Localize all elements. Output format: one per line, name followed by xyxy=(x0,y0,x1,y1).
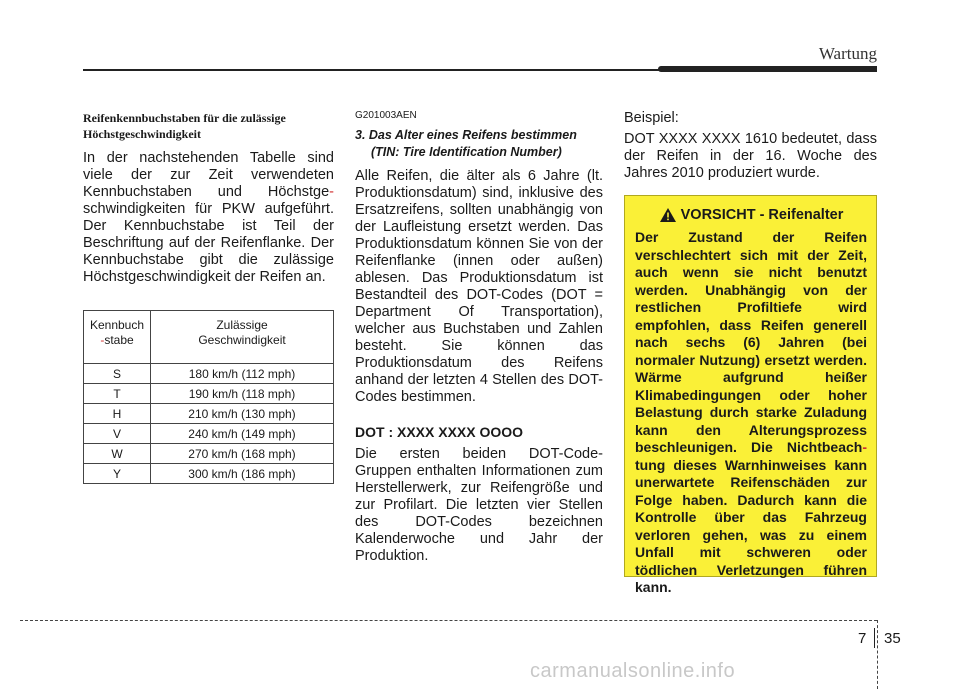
table-row xyxy=(84,384,334,404)
rating-code: S xyxy=(84,364,151,384)
footer-rule xyxy=(20,620,877,621)
tire-age-heading-line2: (TIN: Tire Identification Number) xyxy=(371,145,562,159)
warning-triangle-icon xyxy=(659,207,677,223)
tire-age-heading xyxy=(355,127,603,161)
header-speed-line2: Geschwindigkeit xyxy=(198,333,286,347)
caution-soft-hyphen: - xyxy=(862,439,867,455)
paragraph-part-a: In der nachstehenden Tabelle sind viele der zur Zeit verwendeten Kennbuchstaben und Höchstge xyxy=(83,150,334,200)
table-header-speed xyxy=(151,311,334,356)
soft-hyphen: - xyxy=(329,184,334,200)
table-row xyxy=(84,364,334,384)
rating-code: H xyxy=(84,404,151,424)
speed-rating-subhead: Reifenkennbuchstaben für die zulässige Höchstgeschwindigkeit xyxy=(83,111,286,141)
caution-text-part-b: tung dieses Warnhinweises kann unerwartete Reifenschäden zur Folge haben. Dadurch kann die Kontrolle über das Fahrzeug verloren gehen, was zu einem Unfall mit schweren oder tödlichen Verletzungen führen kann. xyxy=(635,456,867,595)
rating-speed: 210 km/h (130 mph) xyxy=(151,404,334,424)
table-header-row xyxy=(84,311,334,356)
table-gap-row xyxy=(84,355,334,364)
paragraph-part-b: schwindigkeiten für PKW aufgeführt. Der Kennbuchstabe ist Teil der Beschriftung auf der Reifenflanke. Der Kennbuchstabe gibt die zulässige Höchstgeschwindigkeit der Reifen an. xyxy=(83,201,334,285)
caution-text xyxy=(635,229,867,597)
speed-rating-table xyxy=(83,310,334,484)
tire-age-paragraph: Alle Reifen, die älter als 6 Jahre (lt. Produktionsdatum) sind, inklusive des Ersatzreifens, sollten unabhängig von der Laufleistung ersetzt werden. Das Produktionsdatum können Sie von der Reifenflanke (innen oder außen) ablesen. Das Produktionsdatum ist Bestandteil des DOT-Codes (DOT = Department Of Transportation), welcher aus Buchstaben und Zahlen besteht. Sie können das Produktionsdatum des Reifens anhand der letzten 4 Stellen des DOT-Codes bestimmen. xyxy=(355,168,603,405)
page-number-separator xyxy=(874,628,875,648)
column-right xyxy=(624,110,877,182)
rating-speed: 270 km/h (168 mph) xyxy=(151,444,334,464)
table-row xyxy=(84,444,334,464)
section-title: Wartung xyxy=(818,44,877,63)
caution-title-text: VORSICHT - Reifenalter xyxy=(680,207,844,223)
caution-box xyxy=(624,195,877,595)
dot-code-heading: DOT : XXXX XXXX OOOO xyxy=(355,424,524,440)
rating-code: T xyxy=(84,384,151,404)
header-code-hyphen: - xyxy=(100,333,105,347)
speed-rating-paragraph xyxy=(83,150,334,286)
header-speed-line1: Zulässige xyxy=(216,318,268,332)
section-code: G201003AEN xyxy=(355,110,417,121)
table-row xyxy=(84,464,334,484)
rating-speed: 300 km/h (186 mph) xyxy=(151,464,334,484)
rating-speed: 240 km/h (149 mph) xyxy=(151,424,334,444)
table-row xyxy=(84,404,334,424)
rating-code: V xyxy=(84,424,151,444)
table-header-code xyxy=(84,311,151,356)
caution-text-part-a: Der Zustand der Reifen verschlechtert sich mit der Zeit, auch wenn sie nicht benutzt werden. Unabhängig von der restlichen Profiltiefe wird empfohlen, dass Reifen generell nach sechs (6) Jahren (bei normaler Nutzung) ersetzt werden. Wärme aufgrund heißer Klimabedingungen oder hoher Belastung durch starke Zuladung kann den Alterungsprozess beschleunigen. Die Nichtbeach xyxy=(635,229,867,455)
header-code-line1: Kennbuch xyxy=(89,318,145,332)
header-rule-accent xyxy=(658,66,877,72)
rating-speed: 190 km/h (118 mph) xyxy=(151,384,334,404)
rating-code: Y xyxy=(84,464,151,484)
rating-speed: 180 km/h (112 mph) xyxy=(151,364,334,384)
table-row xyxy=(84,424,334,444)
example-label: Beispiel: xyxy=(624,110,679,126)
rating-code: W xyxy=(84,444,151,464)
footer-vertical-rule xyxy=(877,620,878,689)
tire-age-heading-line1: 3. Das Alter eines Reifens bestimmen xyxy=(355,128,577,142)
header-code-line2: stabe xyxy=(104,333,134,347)
column-middle xyxy=(355,110,603,565)
page-number: 35 xyxy=(884,630,901,647)
chapter-number: 7 xyxy=(858,630,867,647)
watermark: carmanualsonline.info xyxy=(530,660,736,682)
column-left xyxy=(83,110,334,484)
dot-code-paragraph: Die ersten beiden DOT-Code-Gruppen enthalten Informationen zum Herstellerwerk, zur Reifengröße und zur Profilart. Die letzten vier Stellen des DOT-Codes bezeichnen Kalenderwoche und Jahr der Produktion. xyxy=(355,446,603,564)
example-text: DOT XXXX XXXX 1610 bedeutet, dass der Reifen in der 16. Woche des Jahres 2010 produziert wurde. xyxy=(624,131,877,181)
caution-title xyxy=(635,207,867,223)
